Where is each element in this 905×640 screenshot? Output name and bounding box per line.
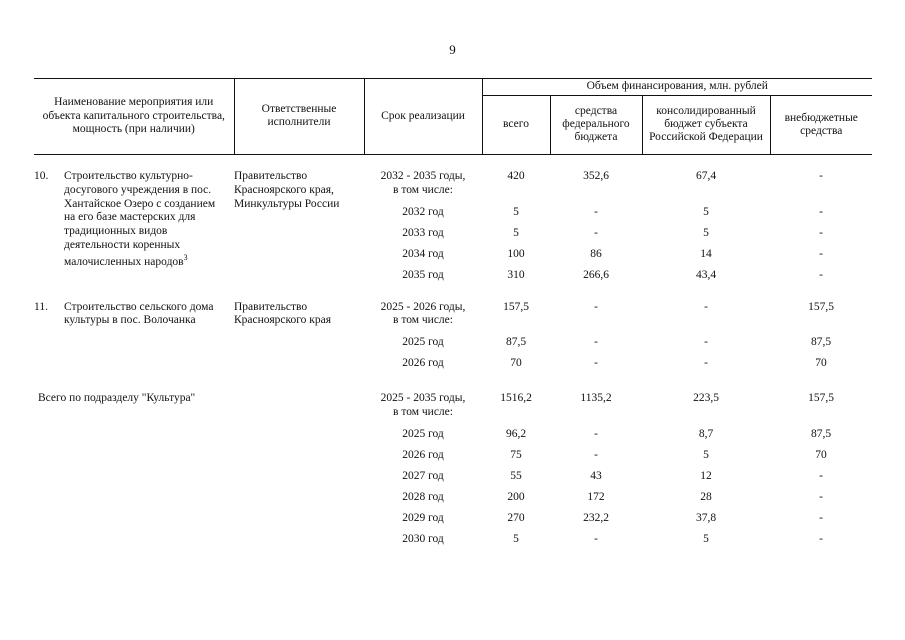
- row11-regional: -: [704, 300, 708, 313]
- total-regional: 223,5: [693, 392, 719, 405]
- row11-name: Строительство сельского дома культуры в пос. Волочанка: [64, 300, 214, 327]
- row10-total: 100: [507, 247, 525, 260]
- total-regional: 5: [703, 532, 709, 545]
- row11-term: 2025 год: [402, 336, 444, 349]
- total-total: 75: [510, 448, 522, 461]
- total-term: 2030 год: [402, 532, 444, 545]
- table-row: [34, 170, 872, 198]
- row10-extra: -: [819, 268, 823, 281]
- row10-regional: 43,4: [695, 268, 717, 281]
- total-federal: -: [594, 448, 598, 461]
- row11-responsible: Правительство Красноярского края: [234, 300, 331, 327]
- page-number: 9: [449, 42, 456, 57]
- total-extra: -: [819, 469, 823, 482]
- total-total: 96,2: [505, 427, 527, 440]
- total-extra: 87,5: [810, 427, 832, 440]
- row11-total: 70: [510, 357, 522, 370]
- row10-federal: -: [594, 226, 598, 239]
- row10-term: 2032 - 2035 годы, в том числе:: [380, 170, 466, 196]
- row11-name-cell: [34, 301, 234, 379]
- total-federal: 1135,2: [580, 392, 612, 405]
- header-federal: средства федерального бюджета: [550, 96, 642, 154]
- row10-term: 2034 год: [402, 247, 444, 260]
- row11-term: 2025 - 2026 годы, в том числе:: [380, 300, 466, 327]
- row11-total: 157,5: [503, 300, 529, 313]
- table-header: [34, 79, 872, 155]
- row10-extra: -: [819, 170, 823, 182]
- total-total: 1516,2: [500, 392, 532, 405]
- total-total: 270: [507, 511, 525, 524]
- row11-federal: -: [594, 336, 598, 349]
- header-financing: Объем финансирования, млн. рублей: [482, 79, 872, 96]
- table-row: [34, 301, 872, 329]
- total-total: 5: [513, 532, 519, 545]
- row10-name: Строительство культурно-досугового учреждения в пос. Хантайское Озеро с созданием на его базе мастерских для традиционных видов деятельности коренных малочисленных народов: [64, 170, 216, 268]
- row10-footnote: 3: [183, 252, 188, 262]
- table-row: [34, 470, 872, 491]
- total-federal: 43: [590, 469, 602, 482]
- total-extra: 70: [815, 448, 827, 461]
- row10-total: 5: [513, 205, 519, 218]
- row10-federal: 352,6: [583, 170, 609, 182]
- total-term: 2029 год: [402, 511, 444, 524]
- total-term: 2026 год: [402, 448, 444, 461]
- row10-federal: 86: [590, 247, 602, 260]
- total-extra: -: [819, 532, 823, 545]
- table-row: [34, 512, 872, 533]
- total-federal: 232,2: [583, 511, 609, 524]
- financing-table: [34, 78, 872, 554]
- table-row: [34, 533, 872, 554]
- row11-regional: -: [704, 357, 708, 370]
- row10-regional: 5: [703, 205, 709, 218]
- total-extra: -: [819, 490, 823, 503]
- table-row: [34, 392, 872, 420]
- row11-regional: -: [704, 336, 708, 349]
- row10-total: 310: [507, 268, 525, 281]
- header-name: Наименование мероприятия или объекта капитального строительства, мощность (при наличии): [34, 79, 234, 154]
- row10-federal: -: [594, 205, 598, 218]
- total-federal: -: [594, 532, 598, 545]
- row11-federal: -: [594, 300, 598, 313]
- table-row: [34, 449, 872, 470]
- total-regional: 28: [700, 490, 712, 503]
- row10-extra: -: [819, 205, 823, 218]
- total-term: 2027 год: [402, 469, 444, 482]
- row10-regional: 5: [703, 226, 709, 239]
- row10-number: 10.: [34, 170, 49, 182]
- row10-term: 2033 год: [402, 226, 444, 239]
- header-term: Срок реализации: [364, 79, 482, 154]
- row10-federal: 266,6: [583, 268, 609, 281]
- row10-term: 2032 год: [402, 205, 444, 218]
- row10-regional: 14: [700, 247, 712, 260]
- row10-term: 2035 год: [402, 268, 444, 281]
- row10-total: 5: [513, 226, 519, 239]
- row10-total: 420: [507, 170, 525, 182]
- total-regional: 12: [700, 469, 712, 482]
- total-regional: 8,7: [698, 427, 714, 440]
- header-responsible: Ответственные исполнители: [234, 79, 364, 154]
- row11-federal: -: [594, 357, 598, 370]
- table-row: [34, 428, 872, 449]
- row10-extra: -: [819, 247, 823, 260]
- total-regional: 37,8: [695, 511, 717, 524]
- total-total: 200: [507, 490, 525, 503]
- total-regional: 5: [703, 448, 709, 461]
- row11-number: 11.: [34, 300, 48, 313]
- row10-responsible: Правительство Красноярского края, Минкультуры России: [234, 170, 340, 210]
- total-extra: -: [819, 511, 823, 524]
- row10-extra: -: [819, 226, 823, 239]
- row10-name-cell: [34, 170, 234, 290]
- total-term: 2028 год: [402, 490, 444, 503]
- total-name: Всего по подразделу "Культура": [38, 392, 196, 405]
- header-regional: консолидированный бюджет субъекта Российской Федерации: [642, 96, 770, 154]
- total-term: 2025 год: [402, 427, 444, 440]
- table-row: [34, 491, 872, 512]
- row11-total: 87,5: [505, 336, 527, 349]
- header-extra: внебюджетные средства: [770, 96, 872, 154]
- total-federal: -: [594, 427, 598, 440]
- total-total: 55: [510, 469, 522, 482]
- row10-regional: 67,4: [695, 170, 717, 182]
- row11-term: 2026 год: [402, 357, 444, 370]
- header-total: всего: [482, 96, 550, 154]
- total-term: 2025 - 2035 годы, в том числе:: [380, 392, 466, 418]
- row11-extra: 157,5: [808, 300, 834, 313]
- total-federal: 172: [587, 490, 605, 503]
- row11-extra: 87,5: [810, 336, 832, 349]
- row11-extra: 70: [815, 357, 827, 370]
- total-extra: 157,5: [808, 392, 834, 405]
